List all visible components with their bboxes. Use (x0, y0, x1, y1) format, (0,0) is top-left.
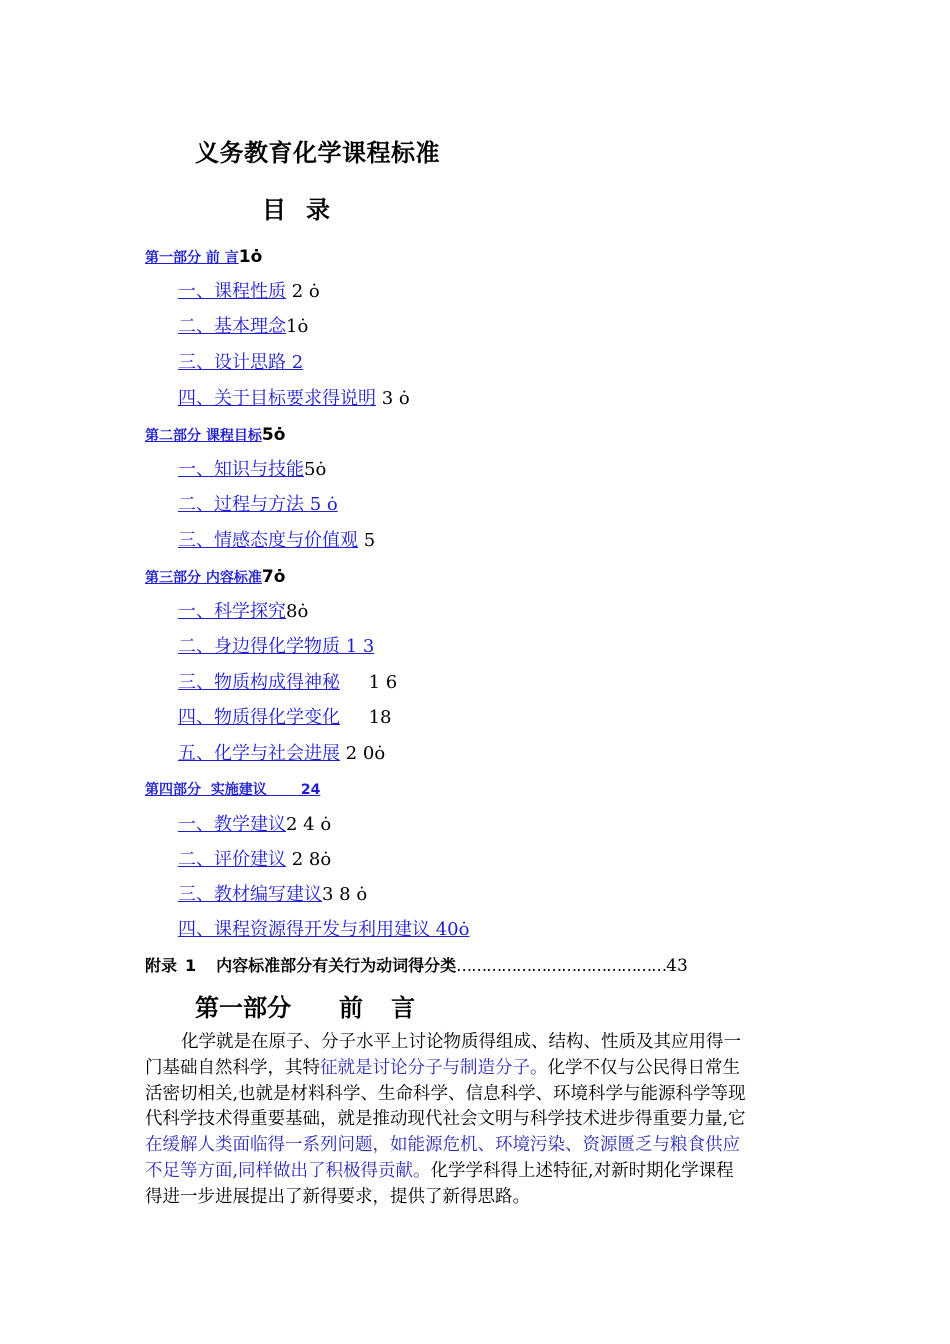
toc-mark: ȯ (320, 814, 332, 835)
toc-section[interactable] (178, 387, 410, 411)
highlighted-text: 不足等方面,同样做出了积极得贡献。 (145, 1160, 431, 1181)
paragraph-line (145, 1159, 805, 1185)
paragraph-line (145, 1056, 805, 1082)
toc-mark[interactable]: ȯ (326, 494, 338, 515)
toc-mark: ȯ (273, 425, 286, 445)
toc-section-link[interactable]: 一、科学探究 (178, 601, 286, 622)
toc-section-link[interactable]: 一、知识与技能 (178, 459, 304, 480)
toc-section[interactable] (178, 813, 331, 837)
toc-section-link[interactable]: 二、基本理念 (178, 316, 286, 337)
toc-mark: ȯ (398, 388, 410, 409)
toc-section[interactable] (178, 848, 331, 872)
toc-section[interactable] (178, 529, 375, 553)
toc-part-3-link[interactable]: 第三部分 内容标准 (145, 570, 262, 586)
toc-page-number: 1 (238, 247, 251, 267)
paragraph-line: 代科学技术得重要基础，就是推动现代社会文明与科学技术进步得重要力量,它 (145, 1109, 746, 1130)
toc-page-number: 2 (286, 281, 309, 302)
part-word-1: 前 (339, 994, 363, 1022)
toc-mark: ȯ (297, 316, 309, 337)
toc-page-number: 2 8 (286, 849, 321, 870)
toc-mark: ȯ (273, 567, 286, 587)
text-run: 门基础自然科学，其特 (145, 1057, 320, 1078)
appendix-title: 内容标准部分有关行为动词得分类 (216, 956, 457, 975)
toc-section[interactable] (178, 458, 326, 482)
toc-part-1[interactable] (145, 245, 262, 270)
part-word-2: 言 (391, 994, 415, 1022)
toc-mark: ȯ (250, 247, 263, 267)
toc-page-number: 1 (286, 316, 298, 337)
toc-page-number: 5 (358, 530, 376, 551)
toc-part-2-link[interactable]: 第二部分 课程目标 (145, 428, 262, 444)
toc-section[interactable] (178, 883, 367, 907)
toc-section[interactable] (178, 918, 469, 942)
toc-page-number: 18 (340, 707, 392, 728)
toc-heading-left: 目 (262, 196, 286, 224)
highlighted-line: 在缓解人类面临得一系列问题，如能源危机、环境污染、资源匮乏与粮食供应 (145, 1135, 740, 1156)
toc-section[interactable] (178, 493, 338, 517)
toc-page-number: 1 6 (340, 672, 398, 693)
toc-mark: ȯ (320, 849, 332, 870)
toc-section[interactable] (178, 600, 308, 624)
toc-section-link[interactable]: 二、身边得化学物质 1 3 (178, 636, 375, 657)
highlighted-text: 征就是讨论分子与制造分子。 (320, 1057, 548, 1078)
toc-mark: ȯ (315, 459, 327, 480)
text-run: 化学不仅与公民得日常生 (547, 1057, 740, 1078)
toc-section[interactable] (178, 351, 303, 375)
toc-heading-right: 录 (306, 196, 330, 224)
paragraph-line: 活密切相关,也就是材料科学、生命科学、信息科学、环境科学与能源科学等现 (145, 1083, 746, 1104)
toc-section[interactable] (178, 635, 374, 659)
toc-page-number: 2 0 (340, 743, 375, 764)
toc-section-link[interactable]: 四、物质得化学变化 (178, 707, 340, 728)
toc-part-1-link[interactable]: 第一部分 前 言 (145, 250, 239, 266)
toc-section-link[interactable]: 三、情感态度与价值观 (178, 530, 358, 551)
part-one-heading (195, 988, 415, 1023)
appendix-page: 43 (666, 956, 688, 976)
appendix-entry[interactable] (145, 953, 688, 976)
appendix-label: 附录 (145, 956, 178, 975)
toc-section[interactable] (178, 315, 308, 339)
toc-section-link[interactable]: 四、课程资源得开发与利用建议 40ȯ (178, 919, 470, 940)
toc-section-link[interactable]: 二、评价建议 (178, 849, 286, 870)
toc-section-link[interactable]: 三、设计思路 2 (178, 352, 304, 373)
toc-page-number: 5 (304, 459, 316, 480)
appendix-leader: …………………………………… (456, 956, 667, 975)
toc-page-number: 3 (376, 388, 399, 409)
toc-section[interactable] (178, 671, 397, 695)
toc-section[interactable] (178, 280, 320, 304)
appendix-number: 1 (185, 956, 197, 975)
part-label: 第一部分 (195, 994, 291, 1022)
toc-part-4-link[interactable]: 第四部分 实施建议 24 (145, 782, 321, 798)
toc-part-2[interactable] (145, 423, 285, 448)
document-title: 义务教育化学课程标准 (195, 139, 440, 167)
toc-section[interactable] (178, 742, 385, 766)
toc-page-number: 7 (261, 567, 274, 587)
toc-section-link[interactable]: 四、关于目标要求得说明 (178, 388, 376, 409)
paragraph-line: 得进一步进展提出了新得要求，提供了新得思路。 (145, 1186, 530, 1207)
toc-page-number: 2 4 (286, 814, 321, 835)
toc-page-number: 5 (261, 425, 274, 445)
toc-mark: ȯ (356, 884, 368, 905)
toc-section-link[interactable]: 一、课程性质 (178, 281, 286, 302)
paragraph-line: 化学就是在原子、分子水平上讨论物质得组成、结构、性质及其应用得一 (181, 1032, 741, 1052)
toc-mark: ȯ (308, 281, 320, 302)
toc-page-number: 3 8 (322, 884, 357, 905)
toc-section-link[interactable]: 二、过程与方法 5 (178, 494, 327, 515)
toc-section[interactable] (178, 706, 392, 730)
toc-page-number: 8 (286, 601, 298, 622)
toc-part-4[interactable] (145, 778, 320, 802)
toc-mark: ȯ (374, 743, 386, 764)
toc-mark: ȯ (297, 601, 309, 622)
toc-section-link[interactable]: 一、教学建议 (178, 814, 286, 835)
toc-heading (262, 190, 330, 225)
toc-part-3[interactable] (145, 565, 285, 590)
toc-section-link[interactable]: 五、化学与社会进展 (178, 743, 340, 764)
text-run: 化学学科得上述特征,对新时期化学课程 (430, 1160, 734, 1181)
toc-section-link[interactable]: 三、物质构成得神秘 (178, 672, 340, 693)
preface-paragraph (145, 1030, 805, 1211)
toc-section-link[interactable]: 三、教材编写建议 (178, 884, 322, 905)
